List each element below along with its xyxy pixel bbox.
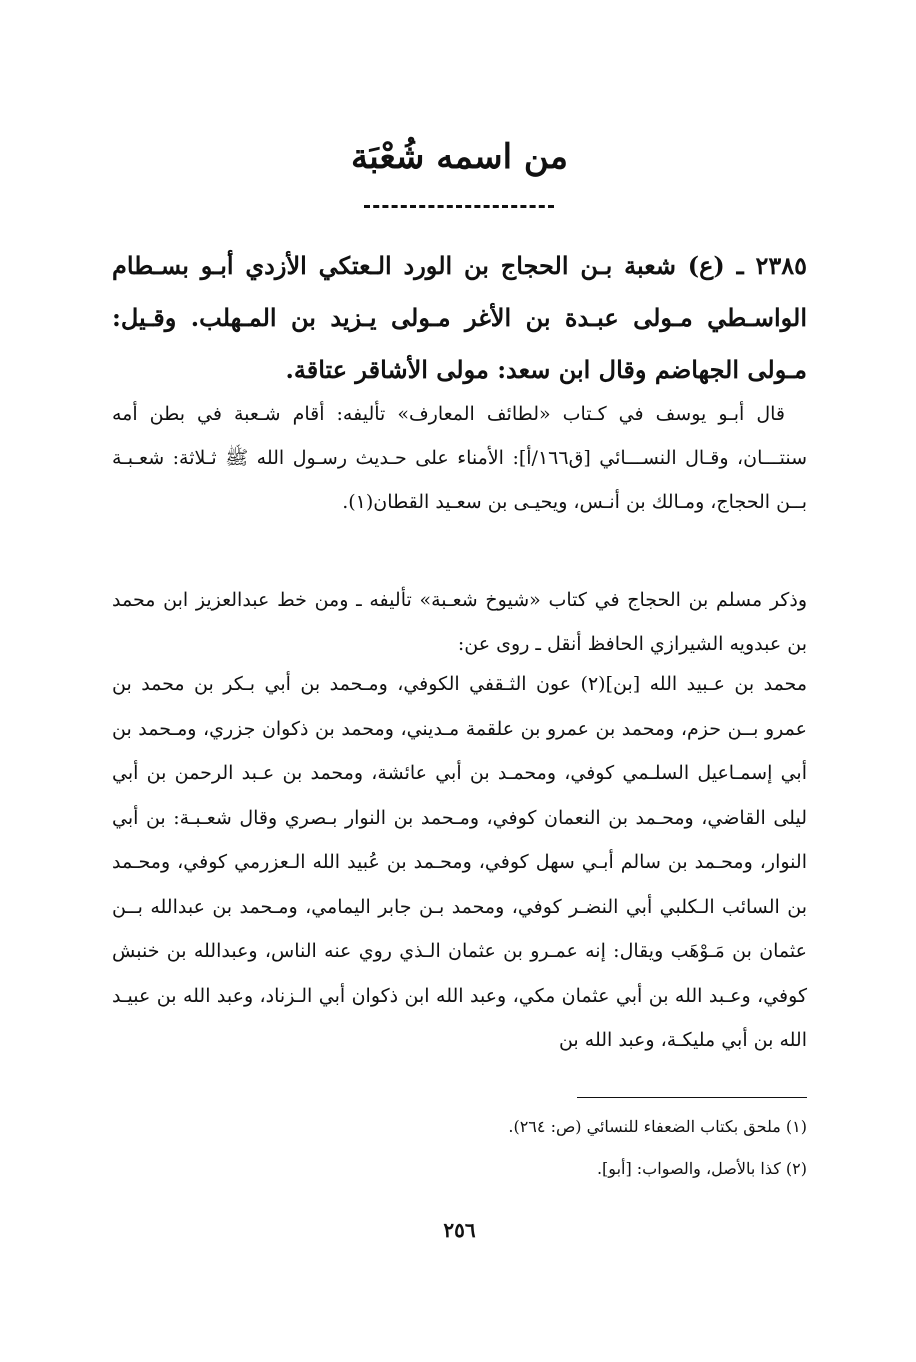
footnote-1: (١) ملحق بكتاب الضعفاء للنسائي (ص: ٢٦٤). (508, 1117, 807, 1136)
body-paragraph-2: وذكر مسلم بن الحجاج في كتاب «شيوخ شعـبة» تأليفه ـ ومن خط عبدالعزيز ابن محمد بن عبدويه الشيرازي الحافظ أنقل ـ روى عن: (112, 589, 807, 655)
document-page (112, 0, 807, 1362)
chapter-title: من اسمه شُعْبَة (351, 137, 568, 177)
footnote-divider (577, 1097, 807, 1098)
body-paragraph-3: محمد بن عـبيد الله [بن](٢) عون الثـقفي الكوفي، ومـحمد بن أبي بـكر بن محمد بن عمرو بــن حزم، ومحمد بن عمرو بن علقمة مـديني، ومحمد بن ذكوان جزري، ومـحمد بن أبي إسمـاعيل السلـمي كوفي، ومحمـد بن أبي عائشة، ومحمد بن عـبد الرحمن بن أبي ليلى القاضي، ومحـمد بن النعمان كوفي، ومـحمد بن النوار بـصري وقال شعـبـة: بن أبي النوار، ومحـمد بن سالم أبـي سهل كوفي، ومحـمد بن عُبيد الله الـعزرمي كوفي، ومحـمد بن السائب الـكلبي أبي النضـر كوفي، ومحمد بـن جابر اليمامي، ومـحمد بن عبدالله بــن عثمان بن مَـوْهَب ويقال: إنه عمـرو بن عثمان الـذي روي عنه الناس، وعبدالله بن خنبش كوفي، وعـبد الله بن أبي عثمان مكي، وعبد الله ابن ذكوان أبي الـزناد، وعبد الله بن عبيـد الله بن أبي مليكـة، وعبد الله بن (112, 673, 807, 1051)
body-paragraph-1: قال أبـو يوسف في كـتاب «لطائف المعارف» تأليفه: أقام شـعبة في بطن أمه سنتـــان، وقـال النســـائي [ق١٦٦/أ]: الأمناء على حـديث رسـول الله ﷺ ثـلاثة: شعـبـة بــن الحجاج، ومـالك بن أنـس، ويحيـى بن سعـيد القطان(١). (112, 403, 807, 513)
page-number: ٢٥٦ (443, 1218, 476, 1242)
entry-heading: ٢٣٨٥ ـ (ع) شعبة بـن الحجاج بن الورد الـعتكي الأزدي أبـو بسـطام الواسـطي مـولى عبـدة بن الأغر مـولى يـزيد بن المـهلب. وقـيل: مـولى الجهاضم وقال ابن سعد: مولى الأشاقر عتاقة. (112, 251, 807, 384)
footnote-2: (٢) كذا بالأصل، والصواب: [أبو]. (596, 1159, 807, 1178)
title-divider (364, 205, 554, 208)
footnotes-list (112, 1106, 807, 1190)
